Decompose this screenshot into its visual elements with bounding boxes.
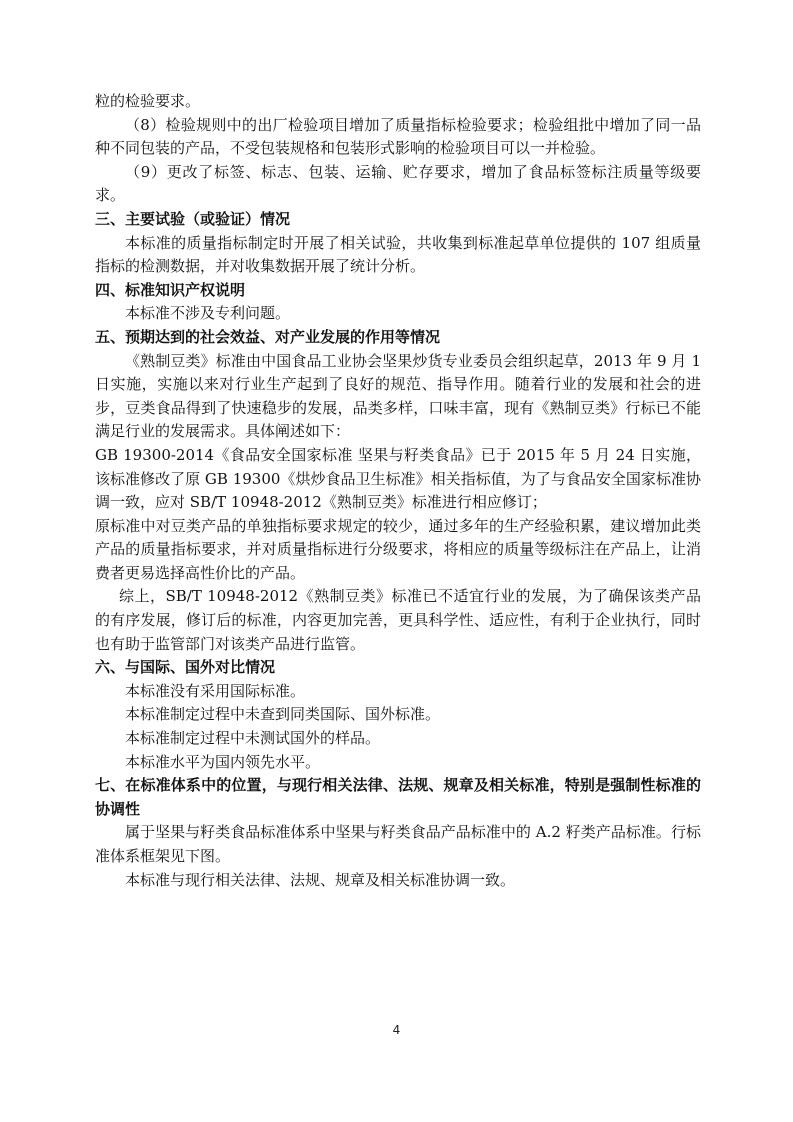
section-heading-3: 三、主要试验（或验证）情况 [95,209,291,228]
paragraph-section-5-summary: 综上，SB/T 10948-2012《熟制豆类》标准已不适宜行业的发展，为了确保该类产品的有序发展，修订后的标准，内容更加完善，更具科学性、适应性，有利于企业执行，同时也有助于监管部门对该类产品进行监管。 [95,587,701,653]
page-number: 4 [392,1023,401,1037]
paragraph-section-6-1: 本标准没有采用国际标准。 [125,681,306,700]
paragraph-continuation: 粒的检验要求。 [95,92,201,110]
paragraph-section-5-intro: 《熟制豆类》标准由中国食品工业协会坚果炒货专业委员会组织起草，2013 年 9 月 1 日实施，实施以来对行业生产起到了良好的规范、指导作用。随着行业的发展和社会的进步，豆类食品得到了快速稳步的发展，品类多样，口味丰富，现有《熟制豆类》行标已不能满足行业的发展需求。具体阐述如下： [95,351,701,441]
paragraph-section-6-2: 本标准制定过程中未查到同类国际、国外标准。 [125,705,441,724]
paragraph-item-9: （9）更改了标签、标志、包装、运输、贮存要求，增加了食品标签标注质量等级要求。 [95,162,701,205]
section-heading-7: 七、在标准体系中的位置，与现行相关法律、法规、规章及相关标准，特别是强制性标准的协调性 [95,776,701,818]
paragraph-section-7-1: 属于坚果与籽类食品标准体系中坚果与籽类食品产品标准中的 A.2 籽类产品标准。行标准体系框架见下图。 [95,823,701,865]
paragraph-section-4: 本标准不涉及专利问题。 [125,304,291,323]
paragraph-section-5-gb: GB 19300-2014《食品安全国家标准 坚果与籽类食品》已于 2015 年 5 月 24 日实施，该标准修改了原 GB 19300《烘炒食品卫生标准》相关指标值，为了与食品安全国家标准协调一致，应对 SB/T 10948-2012《熟制豆类》标准进行相应修订； [95,445,701,512]
paragraph-section-7-2: 本标准与现行相关法律、法规、规章及相关标准协调一致。 [125,870,516,889]
paragraph-item-8: （8）检验规则中的出厂检验项目增加了质量指标检验要求；检验组批中增加了同一品种不同包装的产品，不受包装规格和包装形式影响的检验项目可以一并检验。 [95,115,701,158]
section-heading-6: 六、与国际、国外对比情况 [95,658,276,677]
paragraph-section-6-4: 本标准水平为国内领先水平。 [125,752,321,771]
paragraph-section-3: 本标准的质量指标制定时开展了相关试验，共收集到标准起草单位提供的 107 组质量指标的检测数据，并对收集数据开展了统计分析。 [95,233,701,276]
paragraph-section-6-3: 本标准制定过程中未测试国外的样品。 [125,729,381,748]
section-heading-5: 五、预期达到的社会效益、对产业发展的作用等情况 [95,327,441,346]
paragraph-section-5-quality: 原标准中对豆类产品的单独指标要求规定的较少，通过多年的生产经验积累，建议增加此类产品的质量指标要求，并对质量指标进行分级要求，将相应的质量等级标注在产品上，让消费者更易选择高性价比的产品。 [95,516,701,582]
section-heading-4: 四、标准知识产权说明 [95,280,246,299]
document-body [95,90,701,892]
